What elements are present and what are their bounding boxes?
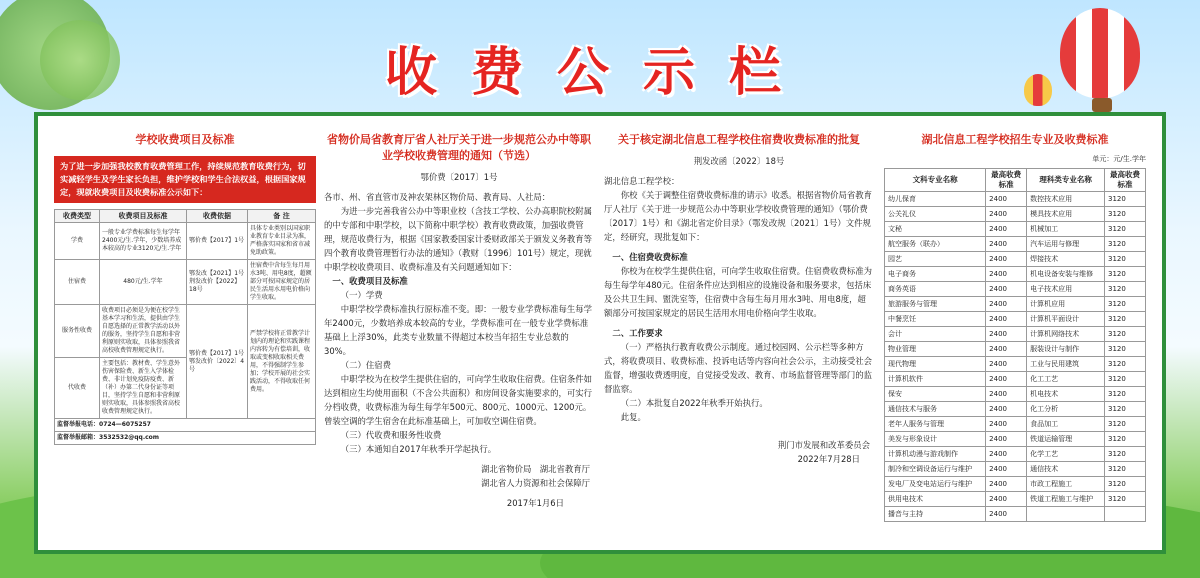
table-cell: 供用电技术 — [885, 492, 986, 507]
table-row — [885, 237, 1146, 252]
sub-heading: （三）本通知自2017年秋季开学起执行。 — [340, 444, 497, 454]
table-cell: 3120 — [1105, 432, 1146, 447]
table-cell: 3120 — [1105, 462, 1146, 477]
table-row — [885, 252, 1146, 267]
table-row — [885, 327, 1146, 342]
table-cell: 3120 — [1105, 342, 1146, 357]
table-row — [885, 342, 1146, 357]
table-cell: 计算机平面设计 — [1027, 312, 1105, 327]
table-row — [885, 477, 1146, 492]
table-cell: 制冷和空调设备运行与维护 — [885, 462, 986, 477]
table-cell: 2400 — [986, 342, 1027, 357]
table-cell: 3120 — [1105, 297, 1146, 312]
table-row — [885, 192, 1146, 207]
table-cell: 2400 — [986, 387, 1027, 402]
table-cell: 3120 — [1105, 327, 1146, 342]
sub-heading: （二）住宿费 — [340, 360, 392, 370]
paragraph: （二）本批复自2022年秋季开始执行。 — [620, 398, 768, 408]
hotline-label: 监督举报电话： — [57, 421, 100, 428]
table-cell: 3120 — [1105, 357, 1146, 372]
table-header: 收费项目及标准 — [100, 210, 187, 223]
table-cell: 化工工艺 — [1027, 372, 1105, 387]
table-cell: 公关礼仪 — [885, 207, 986, 222]
date: 2022年7月28日 — [797, 454, 860, 464]
table-cell: 2400 — [986, 492, 1027, 507]
unit-label: 单元：元/生.学年 — [1092, 155, 1146, 163]
signature: 湖北省物价局 湖北省教育厅 — [481, 464, 590, 474]
table-cell: 旅游服务与管理 — [885, 297, 986, 312]
table-cell: 数控技术应用 — [1027, 192, 1105, 207]
table-row — [885, 297, 1146, 312]
table-cell: 2400 — [986, 207, 1027, 222]
hotline-number: 0724—6075257 — [99, 421, 151, 428]
table-header: 收费依据 — [187, 210, 248, 223]
table-cell: 2400 — [986, 432, 1027, 447]
majors-column — [884, 116, 1146, 550]
table-cell: 3120 — [1105, 417, 1146, 432]
table-cell: 焊接技术 — [1027, 252, 1105, 267]
paragraph: 为进一步完善我省公办中等职业校（含技工学校、公办高职院校附属的中专部和中职学校，以下简称中职学校）教育收费政策，加强收费管理，规范收费行为，根据《国家教委国家计委财政部关于颁发义务教育等四个教育收费管理暂行办法的通知》（教财〔1996〕101号）规定，现就中职学校收费项目、收费标准及有关问题通知如下： — [324, 206, 593, 272]
section-heading: 一、收费项目及标准 — [332, 276, 408, 286]
table-row — [885, 462, 1146, 477]
table-cell: 2400 — [986, 192, 1027, 207]
document-number: 荆发改函〔2022〕18号 — [693, 156, 785, 166]
table-cell: 2400 — [986, 372, 1027, 387]
table-cell: 2400 — [986, 237, 1027, 252]
section-heading: 二、工作要求 — [612, 328, 663, 338]
table-cell: 商务英语 — [885, 282, 986, 297]
table-cell: 2400 — [986, 312, 1027, 327]
table-cell: 2400 — [986, 462, 1027, 477]
table-cell: 中餐烹饪 — [885, 312, 986, 327]
table-cell: 3120 — [1105, 282, 1146, 297]
table-cell: 服装设计与制作 — [1027, 342, 1105, 357]
sub-heading: （三）代收费和服务性收费 — [340, 430, 442, 440]
table-cell: 3120 — [1105, 267, 1146, 282]
table-row: 学费 一般专业学费标准每生每学年2400元/生.学年，少数培养成本较高的专业3120元/生.学年 鄂价费【2017】1号 具体专业类别以国家职业教育专业目录为准，严格落实国家和省市减免助政策。 — [55, 223, 316, 260]
paragraph: （一）严格执行教育收费公示制度。通过校园网、公示栏等多种方式，将收费项目、收费标准、投诉电话等内容向社会公示，主动接受社会监督，增强收费透明度，自觉接受发改、教育、市场监督管理等部门的监督监察。 — [604, 342, 872, 394]
table-cell: 通信技术 — [1027, 462, 1105, 477]
sub-heading: （一）学费 — [340, 290, 383, 300]
table-cell: 2400 — [986, 477, 1027, 492]
table-cell: 工业与民用建筑 — [1027, 357, 1105, 372]
column-heading: 关于核定湖北信息工程学校住宿费收费标准的批复 — [618, 133, 860, 146]
table-cell: 3120 — [1105, 252, 1146, 267]
table-header: 理科类专业名称 — [1027, 169, 1105, 192]
paragraph: 中职学校学费标准执行原标准不变。即：一般专业学费标准每生每学年2400元，少数培养成本较高的专业，学费标准可在一般专业学费标准基础上上浮30%，此类专业数量不得超过本校当年招生专业总数的30%。 — [324, 304, 593, 356]
table-row: 住宿费 480元/生.学年 鄂发改【2021】1号 荆发改价【2022】18号 住宿费中含每生每月用水3吨、用电8度，超额部分可按国家规定的居民生活用水用电价格向学生收取。 — [55, 260, 316, 305]
table-cell: 计算机动漫与游戏制作 — [885, 447, 986, 462]
table-cell: 3120 — [1105, 402, 1146, 417]
table-cell: 文秘 — [885, 222, 986, 237]
table-header: 文科专业名称 — [885, 169, 986, 192]
table-cell — [1027, 507, 1105, 522]
column-heading: 学校收费项目及标准 — [135, 133, 235, 146]
table-cell: 模具技术应用 — [1027, 207, 1105, 222]
column-heading: 省物价局省教育厅省人社厅关于进一步规范公办中等职业学校收费管理的通知（节选） — [327, 133, 591, 162]
email-label: 监督举报邮箱： — [57, 434, 100, 441]
paragraph: 你校为在校学生提供住宿，可向学生收取住宿费。住宿费收费标准为每生每学年480元。住宿条件应达到相应的设施设备和服务要求，包括床及公共卫生间、盥洗室等，住宿费中含每生每月用水3吨、用电8度，超额部分可按国家规定的居民生活用水用电价格向学生收取。 — [604, 266, 873, 318]
table-cell: 化工分析 — [1027, 402, 1105, 417]
table-cell: 计算机网络技术 — [1027, 327, 1105, 342]
table-cell: 2400 — [986, 267, 1027, 282]
provincial-notice-column — [324, 116, 594, 550]
table-row: 服务性收费 收费项目必须是为便在校学生基本学习和生活，提供由学生自愿选择的正常教学活动以外的服务，坚持学生自愿和非营利原则实收取，具体参照我省高校收费管理规定执行。 鄂价费【2017】1号 鄂发改价〔2022〕4号 严禁学校将正常教学计划内的理论和实践课程内容转为有偿培训，收取或变相收取相关费用，不得强制学生参加；学校开展的社会实践活动，不得收取任何费用。 — [55, 305, 316, 358]
table-cell: 3120 — [1105, 477, 1146, 492]
table-cell: 发电厂及变电站运行与维护 — [885, 477, 986, 492]
table-cell: 食品加工 — [1027, 417, 1105, 432]
majors-table — [884, 168, 1146, 522]
table-cell: 3120 — [1105, 237, 1146, 252]
table-cell: 电子商务 — [885, 267, 986, 282]
intro-box: 为了进一步加强我校教育收费管理工作，持续规范教育收费行为，切实减轻学生及学生家长负担，维护学校和学生合法权益，根据国家规定，现就收费项目及收费标准公示如下： — [54, 156, 316, 203]
table-cell: 铁道运输管理 — [1027, 432, 1105, 447]
table-row — [885, 387, 1146, 402]
table-cell: 计算机应用 — [1027, 297, 1105, 312]
document-number: 鄂价费〔2017〕1号 — [420, 172, 498, 182]
table-cell: 计算机软件 — [885, 372, 986, 387]
section-heading: 一、住宿费收费标准 — [612, 252, 688, 262]
table-row — [885, 357, 1146, 372]
signature: 荆门市发展和改革委员会 — [777, 440, 870, 450]
table-cell: 物业管理 — [885, 342, 986, 357]
table-cell: 机械加工 — [1027, 222, 1105, 237]
page-title: 收费公示栏 — [384, 42, 815, 103]
table-header: 最高收费标准 — [986, 169, 1027, 192]
table-cell: 航空服务（联办） — [885, 237, 986, 252]
table-row — [885, 492, 1146, 507]
table-row — [885, 207, 1146, 222]
table-cell: 2400 — [986, 507, 1027, 522]
table-row — [885, 222, 1146, 237]
table-row: 代收费 主要包括：教材费、学生意外伤害保险费、新生入学体检费、非计划免疫防疫费、新（补）办第二代身份证等项目，坚持学生自愿和非营利原则实收取，具体参照我省高校收费管理规定执行。 — [55, 358, 316, 419]
table-cell: 2400 — [986, 327, 1027, 342]
table-cell: 2400 — [986, 297, 1027, 312]
table-cell: 现代物理 — [885, 357, 986, 372]
table-row — [885, 432, 1146, 447]
table-cell: 2400 — [986, 222, 1027, 237]
column-heading: 湖北信息工程学校招生专业及收费标准 — [921, 133, 1109, 146]
table-row — [885, 417, 1146, 432]
table-cell: 化学工艺 — [1027, 447, 1105, 462]
table-cell: 机电设备安装与维修 — [1027, 267, 1105, 282]
paragraph: 你校《关于调整住宿费收费标准的请示》收悉。根据省物价局省教育厅人社厅《关于进一步规范公办中等职业学校收费管理的通知》（鄂价费〔2017〕1号）和《湖北省定价目录》（鄂发改规〔2021〕1号）文件规定，经研究，现批复如下： — [604, 190, 873, 242]
fee-table — [54, 209, 316, 445]
table-cell: 3120 — [1105, 312, 1146, 327]
table-cell: 3120 — [1105, 387, 1146, 402]
table-cell: 美发与形象设计 — [885, 432, 986, 447]
table-cell: 幼儿保育 — [885, 192, 986, 207]
email-row — [55, 432, 316, 445]
table-cell: 保安 — [885, 387, 986, 402]
table-cell: 3120 — [1105, 492, 1146, 507]
paragraph: 中职学校为在校学生提供住宿的，可向学生收取住宿费。住宿条件如达到相应生均使用面积（不含公共面积）和房间设备实施要求的，可实行分档收费，收费标准为每生每学年500元、800元、1000元、1200元。曾装空调的学生宿舍在此标准基础上，可加收空调住宿费。 — [324, 374, 593, 426]
table-cell: 2400 — [986, 282, 1027, 297]
table-cell: 3120 — [1105, 372, 1146, 387]
paragraph: 此复。 — [620, 412, 646, 422]
table-cell: 汽车运用与修理 — [1027, 237, 1105, 252]
table-cell: 3120 — [1105, 222, 1146, 237]
content-frame — [34, 112, 1166, 554]
approval-column — [604, 116, 874, 550]
table-cell: 通信技术与服务 — [885, 402, 986, 417]
date: 2017年1月6日 — [506, 498, 564, 508]
email-address: 3532532@qq.com — [99, 434, 160, 441]
table-cell: 市政工程施工 — [1027, 477, 1105, 492]
fee-items-column — [54, 116, 316, 550]
table-header: 最高收费标准 — [1105, 169, 1146, 192]
table-row — [885, 447, 1146, 462]
table-cell: 2400 — [986, 252, 1027, 267]
table-row — [885, 372, 1146, 387]
addressee: 各市、州、省直管市及神农架林区物价局、教育局、人社局： — [324, 192, 551, 202]
table-cell: 3120 — [1105, 207, 1146, 222]
table-row — [885, 267, 1146, 282]
hotline-row — [55, 419, 316, 432]
table-cell: 播音与主持 — [885, 507, 986, 522]
table-cell: 电子技术应用 — [1027, 282, 1105, 297]
table-row — [885, 282, 1146, 297]
addressee: 湖北信息工程学校： — [604, 176, 680, 186]
table-cell: 园艺 — [885, 252, 986, 267]
table-cell: 2400 — [986, 357, 1027, 372]
signature: 湖北省人力资源和社会保障厅 — [481, 478, 590, 488]
table-cell: 2400 — [986, 447, 1027, 462]
table-cell: 3120 — [1105, 447, 1146, 462]
table-cell: 2400 — [986, 417, 1027, 432]
table-header: 收费类型 — [55, 210, 100, 223]
table-row — [885, 402, 1146, 417]
table-cell: 会计 — [885, 327, 986, 342]
table-header: 备 注 — [248, 210, 316, 223]
table-cell: 老年人服务与管理 — [885, 417, 986, 432]
table-row — [885, 312, 1146, 327]
table-cell: 2400 — [986, 402, 1027, 417]
table-row — [885, 507, 1146, 522]
table-cell — [1105, 507, 1146, 522]
table-cell: 机电技术 — [1027, 387, 1105, 402]
table-cell: 铁道工程施工与维护 — [1027, 492, 1105, 507]
table-cell: 3120 — [1105, 192, 1146, 207]
